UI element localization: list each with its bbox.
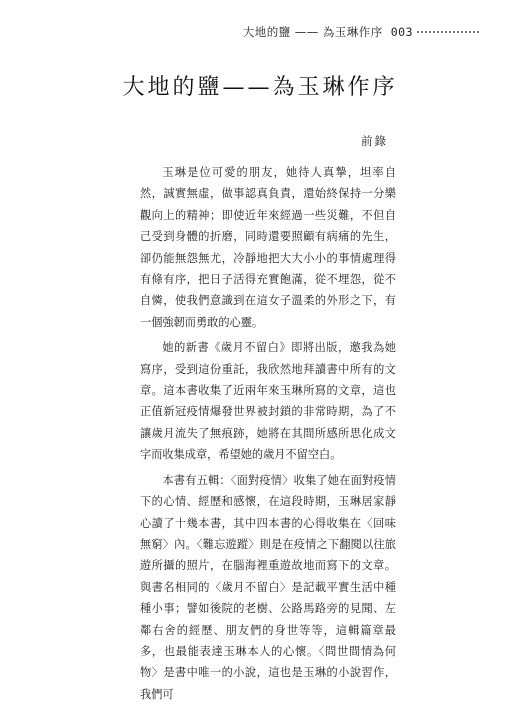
paragraph: 她的新書《歲月不留白》即將出版，邀我為她寫序，受到這份重託，我欣然地拜讀書中所有的文章。這本書收集了近兩年來玉琳所寫的文章，這也正值新冠疫情爆發世界被封鎖的非常時期，為了不讓歲月流失了無痕跡，她將在其間所感所思化成文字而收集成章，希望她的歲月不留空白。	[140, 341, 396, 462]
paragraph: 玉琳是位可愛的朋友，她待人真摯，坦率自然，誠實無虛，做事認真負責，還始終保持一分樂觀向上的精神；即使近年來經過一些災難，不但自己受到身體的折磨，同時還要照顧有病痛的先生，卻仍能無怨無尤，冷靜地把大大小小的事情處理得有條有序，把日子活得充實飽滿，從不埋怨，從不自憐，使我們意識到在這女子溫柔的外形之下，有一個強韌而勇敢的心靈。	[140, 166, 396, 329]
page-number: 003	[390, 25, 413, 39]
running-title-separator: ——	[294, 25, 319, 39]
running-subtitle: 為玉琳作序	[322, 25, 383, 39]
body-text	[140, 162, 396, 709]
paragraph: 本書有五輯：〈面對疫情〉收集了她在面對疫情下的心情、經歷和感懷，在這段時期，玉琳居家靜心讀了十幾本書，其中四本書的心得收集在〈回味無窮〉內。〈難忘遊蹤〉則是在疫情之下翻閱以往旅遊所攝的照片，在腦海裡重遊故地而寫下的文章。與書名相同的〈歲月不留白〉是記載平實生活中種種小事；譬如後院的老樹、公路馬路旁的見聞、左鄰右舍的經歷、朋友們的身世等等，這輯篇章最多，也最能表達玉琳本人的心懷。〈問世間情為何物〉是書中唯一的小說，這也是玉琳的小說習作，我們可	[140, 473, 396, 701]
running-title: 大地的鹽	[242, 25, 291, 39]
author-byline: 前錄	[361, 134, 388, 148]
header-dotted-rule	[416, 31, 480, 33]
running-header	[243, 24, 480, 40]
chapter-title: 大地的鹽——為玉琳作序	[122, 75, 398, 100]
